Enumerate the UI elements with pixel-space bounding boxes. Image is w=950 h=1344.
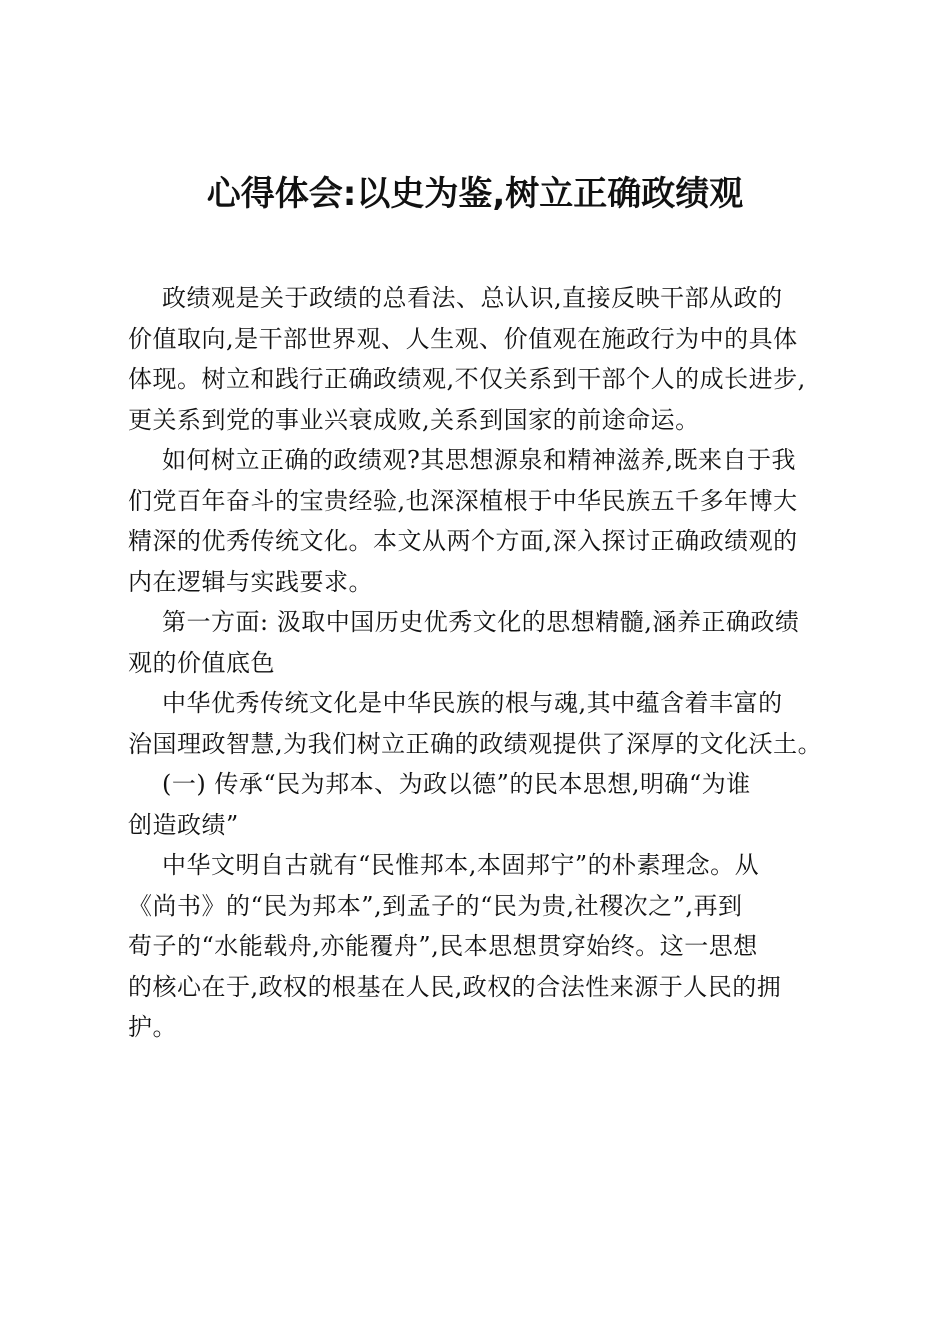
text-line: 治国理政智慧,为我们树立正确的政绩观提供了深厚的文化沃土。 (128, 729, 823, 758)
text-line: 观的价值底色 (128, 648, 275, 677)
text-line: 价值取向,是干部世界观、人生观、价值观在施政行为中的具体 (128, 324, 798, 353)
text-line: 荀子的“水能载舟,亦能覆舟”,民本思想贯穿始终。这一思想 (128, 932, 758, 960)
document-body (128, 278, 838, 1048)
text-line: 政绩观是关于政绩的总看法、总认识,直接反映干部从政的 (162, 284, 783, 312)
text-line: 的核心在于,政权的根基在人民,政权的合法性来源于人民的拥 (128, 972, 782, 1001)
text-line: 中华文明自古就有“民惟邦本,本固邦宁”的朴素理念。从 (162, 851, 760, 879)
text-line: 们党百年奋斗的宝贵经验,也深深植根于中华民族五千多年博大 (128, 486, 798, 515)
text-line: 创造政绩” (128, 810, 239, 839)
text-line: 更关系到党的事业兴衰成败,关系到国家的前途命运。 (128, 405, 700, 434)
text-line: 《尚书》的“民为邦本”,到孟子的“民为贵,社稷次之”,再到 (128, 891, 743, 920)
text-line: 如何树立正确的政绩观?其思想源泉和精神滋养,既来自于我 (162, 446, 796, 474)
text-line: 内在逻辑与实践要求。 (128, 567, 373, 596)
text-line: 第一方面: 汲取中国历史优秀文化的思想精髓,涵养正确政绩 (162, 608, 800, 636)
text-line: 精深的优秀传统文化。本文从两个方面,深入探讨正确政绩观的 (128, 527, 798, 555)
document-title: 心得体会:以史为鉴,树立正确政绩观 (206, 174, 744, 214)
text-line: 中华优秀传统文化是中华民族的根与魂,其中蕴含着丰富的 (162, 689, 783, 717)
text-line: (一) 传承“民为邦本、为政以德”的民本思想,明确“为谁 (162, 770, 751, 798)
text-line: 体现。树立和践行正确政绩观,不仅关系到干部个人的成长进步, (128, 365, 806, 393)
text-line: 护。 (128, 1013, 177, 1041)
